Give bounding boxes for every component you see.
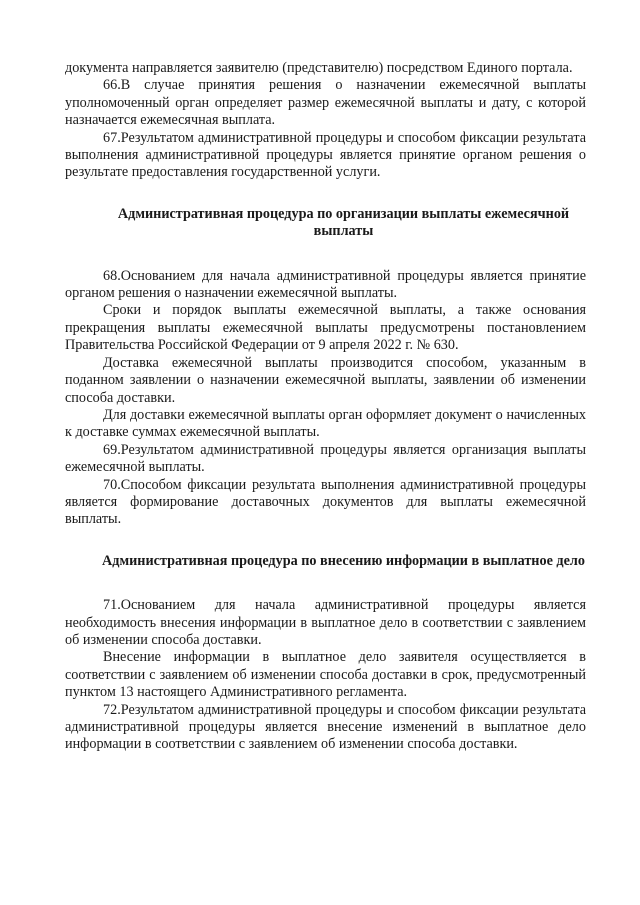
paragraph-71-entry: Внесение информации в выплатное дело заявителя осуществляется в соответствии с заявлением об изменении способа доставки в срок, предусмотренный пунктом 13 настоящего Административного регламента. bbox=[65, 649, 586, 701]
paragraph-66: 66.В случае принятия решения о назначении ежемесячной выплаты уполномоченный орган определяет размер ежемесячной выплаты и дату, с которой назначается ежемесячная выплата. bbox=[65, 77, 586, 129]
document-page bbox=[65, 60, 586, 754]
paragraph-intro-fragment: документа направляется заявителю (представителю) посредством Единого портала. bbox=[65, 60, 573, 76]
paragraph-68-terms: Сроки и порядок выплаты ежемесячной выплаты, а также основания прекращения выплаты ежемесячной выплаты предусмотрены постановлением Правительства Российской Федерации от 9 апреля 2022 г. № 630. bbox=[65, 302, 586, 354]
paragraph-71: 71.Основанием для начала административной процедуры является необходимость внесения информации в выплатное дело в соответствии с заявлением об изменении способа доставки. bbox=[65, 597, 586, 648]
paragraph-68-delivery: Доставка ежемесячной выплаты производится способом, указанным в поданном заявлении о назначении ежемесячной выплаты, заявлении об изменении способа доставки. bbox=[65, 354, 586, 406]
paragraph-68-document: Для доставки ежемесячной выплаты орган оформляет документ о начисленных к доставке суммах ежемесячной выплаты. bbox=[65, 406, 586, 441]
paragraph-72: 72.Результатом административной процедуры и способом фиксации результата административной процедуры является внесение изменений в выплатное дело информации в соответствии с заявлением об изменении способа доставки. bbox=[65, 701, 586, 753]
paragraph-68: 68.Основанием для начала административной процедуры является принятие органом решения о назначении ежемесячной выплаты. bbox=[65, 267, 586, 302]
heading-case-procedure: Административная процедура по внесению информации в выплатное дело bbox=[102, 552, 585, 569]
heading-payment-procedure: Административная процедура по организации выплаты ежемесячной выплаты bbox=[117, 205, 570, 240]
paragraph-67: 67.Результатом административной процедуры и способом фиксации результата выполнения административной процедуры является принятие органом решения о результате предоставления государственной услуги. bbox=[65, 129, 586, 181]
paragraph-70: 70.Способом фиксации результата выполнения административной процедуры является формирование доставочных документов для выплаты ежемесячной выплаты. bbox=[65, 476, 586, 528]
paragraph-69: 69.Результатом административной процедуры является организация выплаты ежемесячной выплаты. bbox=[65, 441, 586, 476]
